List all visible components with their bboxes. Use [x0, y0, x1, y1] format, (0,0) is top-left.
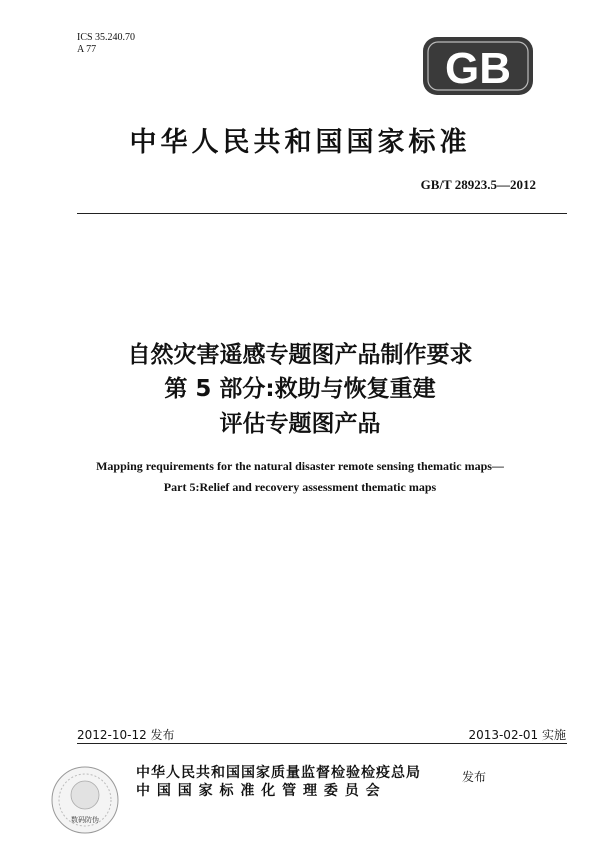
anti-counterfeit-seal: [50, 765, 120, 835]
implement-date: 2013-02-01 实施: [468, 728, 566, 742]
top-divider: [77, 213, 567, 214]
org-title: 中华人民共和国国家标准: [129, 127, 471, 158]
title-cn-line3: 评估专题图产品: [219, 411, 381, 437]
gb-logo: [422, 36, 534, 96]
standard-number: GB/T 28923.5—2012: [420, 177, 536, 192]
issuer-line2: 中 国 国 家 标 准 化 管 理 委 员 会: [136, 783, 381, 799]
gb-logo-text: GB: [445, 44, 511, 93]
ccs-code: A 77: [77, 44, 97, 55]
issuer-line1: 中华人民共和国国家质量监督检验检疫总局: [136, 765, 421, 781]
bottom-divider: [77, 743, 567, 744]
seal-text: 数码防伪: [71, 816, 99, 824]
title-en-line1: Mapping requirements for the natural disaster remote sensing thematic maps—: [96, 459, 504, 473]
title-en-line2: Part 5:Relief and recovery assessment thematic maps: [163, 480, 437, 494]
publish-label: 发布: [462, 770, 487, 784]
issue-date: 2012-10-12 发布: [77, 728, 175, 742]
ics-code: ICS 35.240.70: [77, 32, 136, 43]
classification-codes: [77, 32, 135, 56]
title-cn-line1: 自然灾害遥感专题图产品制作要求: [127, 342, 473, 368]
title-cn-line2: 第 5 部分:救助与恢复重建: [164, 376, 436, 402]
